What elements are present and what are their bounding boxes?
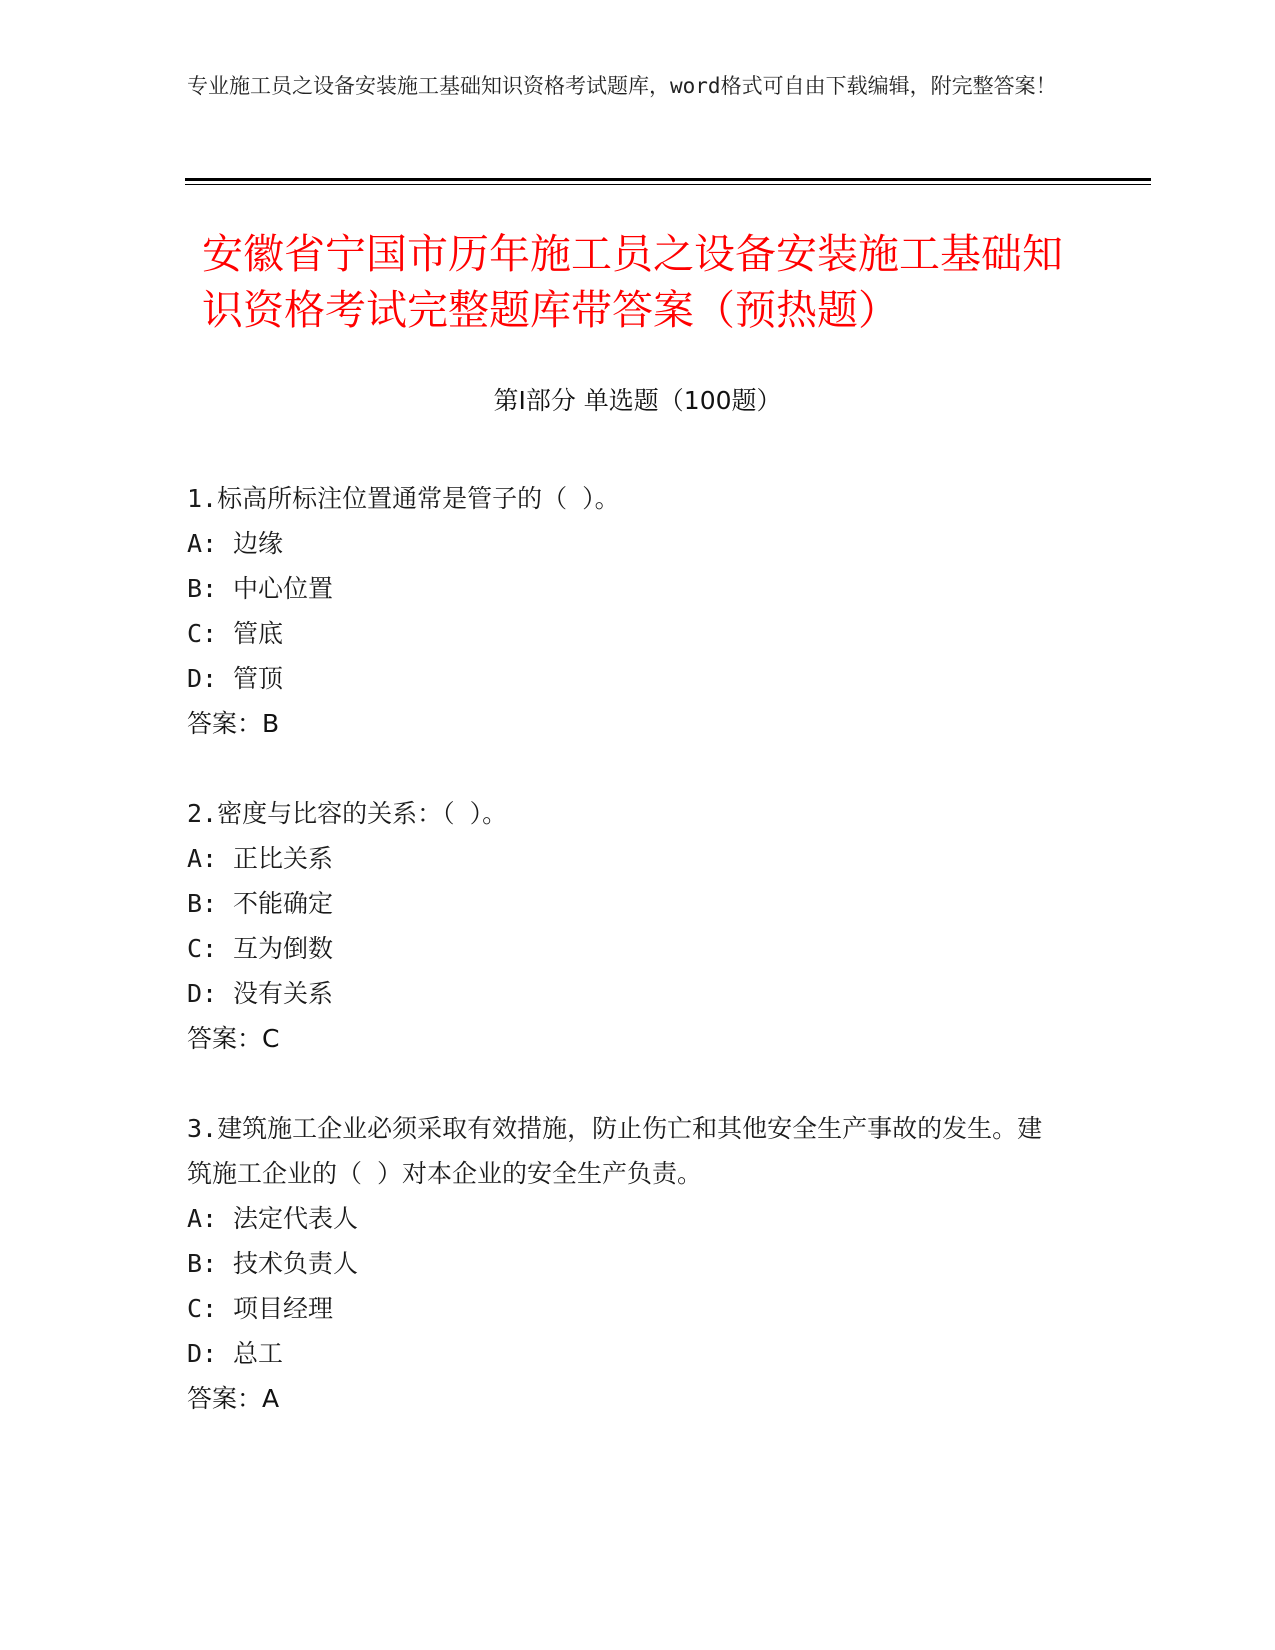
question-1 xyxy=(187,476,1067,746)
option-text: 边缘 xyxy=(233,529,284,558)
option-text: 正比关系 xyxy=(233,844,334,873)
question-3 xyxy=(187,1106,1067,1421)
option-key: A: xyxy=(187,1204,218,1233)
header-divider-thin xyxy=(185,184,1151,185)
option-d xyxy=(187,1331,1067,1376)
option-text: 技术负责人 xyxy=(233,1249,359,1278)
option-d xyxy=(187,656,1067,701)
option-b xyxy=(187,1241,1067,1286)
question-list xyxy=(187,476,1067,1466)
document-title: 安徽省宁国市历年施工员之设备安装施工基础知识资格考试完整题库带答案（预热题） xyxy=(202,230,1063,334)
question-stem: 2.密度与比容的关系：（ ）。 xyxy=(187,799,508,828)
option-key: B: xyxy=(187,889,218,918)
answer-line: 答案：B xyxy=(187,709,280,738)
answer-line: 答案：A xyxy=(187,1384,280,1413)
option-b xyxy=(187,566,1067,611)
option-d xyxy=(187,971,1067,1016)
option-c xyxy=(187,1286,1067,1331)
header-note: 专业施工员之设备安装施工基础知识资格考试题库，word格式可自由下载编辑，附完整答案！ xyxy=(187,74,1057,98)
option-a xyxy=(187,836,1067,881)
option-text: 不能确定 xyxy=(233,889,334,918)
option-key: A: xyxy=(187,844,218,873)
option-text: 总工 xyxy=(233,1339,284,1368)
option-key: C: xyxy=(187,1294,218,1323)
option-text: 管顶 xyxy=(233,664,284,693)
option-key: C: xyxy=(187,934,218,963)
section-title: 第Ⅰ部分 单选题（100题） xyxy=(493,386,782,415)
option-key: A: xyxy=(187,529,218,558)
question-stem: 1.标高所标注位置通常是管子的（ ）。 xyxy=(187,484,620,513)
option-key: B: xyxy=(187,1249,218,1278)
option-text: 互为倒数 xyxy=(233,934,334,963)
option-text: 中心位置 xyxy=(233,574,334,603)
answer-line: 答案：C xyxy=(187,1024,280,1053)
option-a xyxy=(187,521,1067,566)
option-key: B: xyxy=(187,574,218,603)
option-key: D: xyxy=(187,1339,218,1368)
option-key: C: xyxy=(187,619,218,648)
option-key: D: xyxy=(187,979,218,1008)
option-text: 没有关系 xyxy=(233,979,334,1008)
option-text: 管底 xyxy=(233,619,284,648)
option-c xyxy=(187,926,1067,971)
option-c xyxy=(187,611,1067,656)
option-a xyxy=(187,1196,1067,1241)
option-key: D: xyxy=(187,664,218,693)
option-text: 法定代表人 xyxy=(233,1204,359,1233)
option-b xyxy=(187,881,1067,926)
option-text: 项目经理 xyxy=(233,1294,334,1323)
header-divider-thick xyxy=(185,178,1151,181)
question-stem: 3.建筑施工企业必须采取有效措施，防止伤亡和其他安全生产事故的发生。建筑施工企业的（ ）对本企业的安全生产负责。 xyxy=(187,1114,1043,1188)
question-2 xyxy=(187,791,1067,1061)
